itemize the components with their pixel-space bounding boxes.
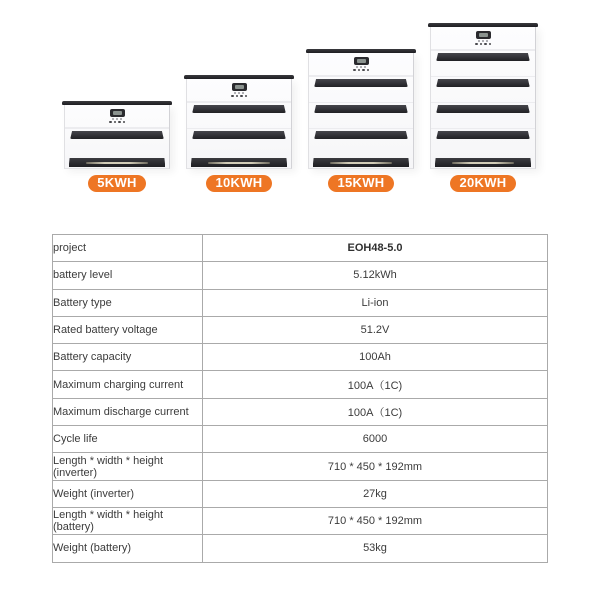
led-indicators-row1	[356, 66, 366, 68]
base-bar	[69, 158, 166, 167]
spec-table-row	[53, 453, 548, 480]
display-screen-icon	[232, 83, 247, 91]
led-indicators-row2	[353, 69, 369, 72]
battery-module	[187, 102, 291, 128]
battery-module	[431, 76, 535, 102]
module-handle-bar	[436, 79, 530, 87]
display-screen-icon	[354, 57, 369, 65]
spec-value: 710 * 450 * 192mm	[203, 453, 548, 480]
spec-value: 710 * 450 * 192mm	[203, 507, 548, 534]
spec-table-row	[53, 316, 548, 343]
base-bar	[313, 158, 410, 167]
stack-body	[64, 105, 170, 169]
spec-label: Rated battery voltage	[53, 316, 203, 343]
battery-module	[187, 128, 291, 154]
spec-table-row	[53, 507, 548, 534]
product-tower	[64, 101, 170, 192]
spec-table-container	[52, 234, 548, 563]
stack-base	[187, 154, 291, 168]
display-screen-inner	[113, 111, 122, 115]
base-vent-slot	[452, 162, 514, 164]
capacity-badge: 15KWH	[328, 175, 393, 192]
capacity-badge: 20KWH	[450, 175, 515, 192]
capacity-badge: 5KWH	[88, 175, 145, 192]
spec-table-row	[53, 344, 548, 371]
display-screen-icon	[476, 31, 491, 39]
module-handle-bar	[192, 105, 286, 113]
capacity-badge: 10KWH	[206, 175, 271, 192]
base-vent-slot	[208, 162, 270, 164]
inverter-unit	[187, 79, 291, 102]
base-vent-slot	[330, 162, 392, 164]
battery-module	[431, 128, 535, 154]
product-showcase	[0, 0, 600, 192]
spec-value: 5.12kWh	[203, 262, 548, 289]
battery-module	[431, 50, 535, 76]
stack-top-cap	[428, 23, 538, 27]
spec-table-row	[53, 426, 548, 453]
module-handle-bar	[314, 79, 408, 87]
battery-stack	[64, 101, 170, 169]
led-indicators-row2	[475, 43, 491, 46]
module-handle-bar	[436, 131, 530, 139]
spec-value: 27kg	[203, 480, 548, 507]
battery-module	[309, 128, 413, 154]
battery-stack	[186, 75, 292, 169]
product-tower	[430, 23, 536, 192]
battery-module	[309, 102, 413, 128]
module-handle-bar	[70, 131, 164, 139]
stack-top-cap	[306, 49, 416, 53]
stack-body	[430, 27, 536, 169]
battery-stack	[430, 23, 536, 169]
battery-module	[309, 76, 413, 102]
product-tower	[308, 49, 414, 192]
base-vent-slot	[86, 162, 148, 164]
module-handle-bar	[314, 131, 408, 139]
spec-value: 6000	[203, 426, 548, 453]
spec-value: 100Ah	[203, 344, 548, 371]
spec-value: 53kg	[203, 535, 548, 562]
stack-top-cap	[184, 75, 294, 79]
battery-module	[65, 128, 169, 154]
inverter-unit	[309, 53, 413, 76]
led-indicators-row2	[231, 95, 247, 98]
stack-base	[431, 154, 535, 168]
spec-label: Cycle life	[53, 426, 203, 453]
base-bar	[435, 158, 532, 167]
spec-value: 100A（1C)	[203, 371, 548, 398]
spec-label: Battery capacity	[53, 344, 203, 371]
led-indicators-row1	[478, 40, 488, 42]
stack-base	[65, 154, 169, 168]
product-tower	[186, 75, 292, 192]
spec-label: project	[53, 235, 203, 262]
led-indicators-row2	[109, 121, 125, 124]
module-handle-bar	[192, 131, 286, 139]
spec-label: Length * width * height (inverter)	[53, 453, 203, 480]
spec-table-row	[53, 289, 548, 316]
display-screen-inner	[235, 85, 244, 89]
spec-label: Battery type	[53, 289, 203, 316]
base-bar	[191, 158, 288, 167]
spec-table-row	[53, 535, 548, 562]
led-indicators-row1	[234, 92, 244, 94]
module-handle-bar	[436, 53, 530, 61]
spec-table-row	[53, 371, 548, 398]
spec-table-row	[53, 235, 548, 262]
spec-table-row	[53, 480, 548, 507]
spec-value: EOH48-5.0	[203, 235, 548, 262]
stack-top-cap	[62, 101, 172, 105]
spec-value: 100A（1C)	[203, 398, 548, 425]
spec-table	[52, 234, 548, 563]
spec-label: Maximum charging current	[53, 371, 203, 398]
inverter-unit	[431, 27, 535, 50]
spec-label: Length * width * height (battery)	[53, 507, 203, 534]
spec-table-row	[53, 262, 548, 289]
spec-label: Weight (battery)	[53, 535, 203, 562]
spec-value: 51.2V	[203, 316, 548, 343]
module-handle-bar	[314, 105, 408, 113]
display-screen-inner	[479, 33, 488, 37]
display-screen-icon	[110, 109, 125, 117]
led-indicators-row1	[112, 118, 122, 120]
battery-module	[431, 102, 535, 128]
stack-body	[186, 79, 292, 169]
display-screen-inner	[357, 59, 366, 63]
spec-label: Weight (inverter)	[53, 480, 203, 507]
stack-body	[308, 53, 414, 169]
stack-base	[309, 154, 413, 168]
spec-label: Maximum discharge current	[53, 398, 203, 425]
spec-value: Li-ion	[203, 289, 548, 316]
spec-label: battery level	[53, 262, 203, 289]
spec-table-row	[53, 398, 548, 425]
inverter-unit	[65, 105, 169, 128]
module-handle-bar	[436, 105, 530, 113]
battery-stack	[308, 49, 414, 169]
